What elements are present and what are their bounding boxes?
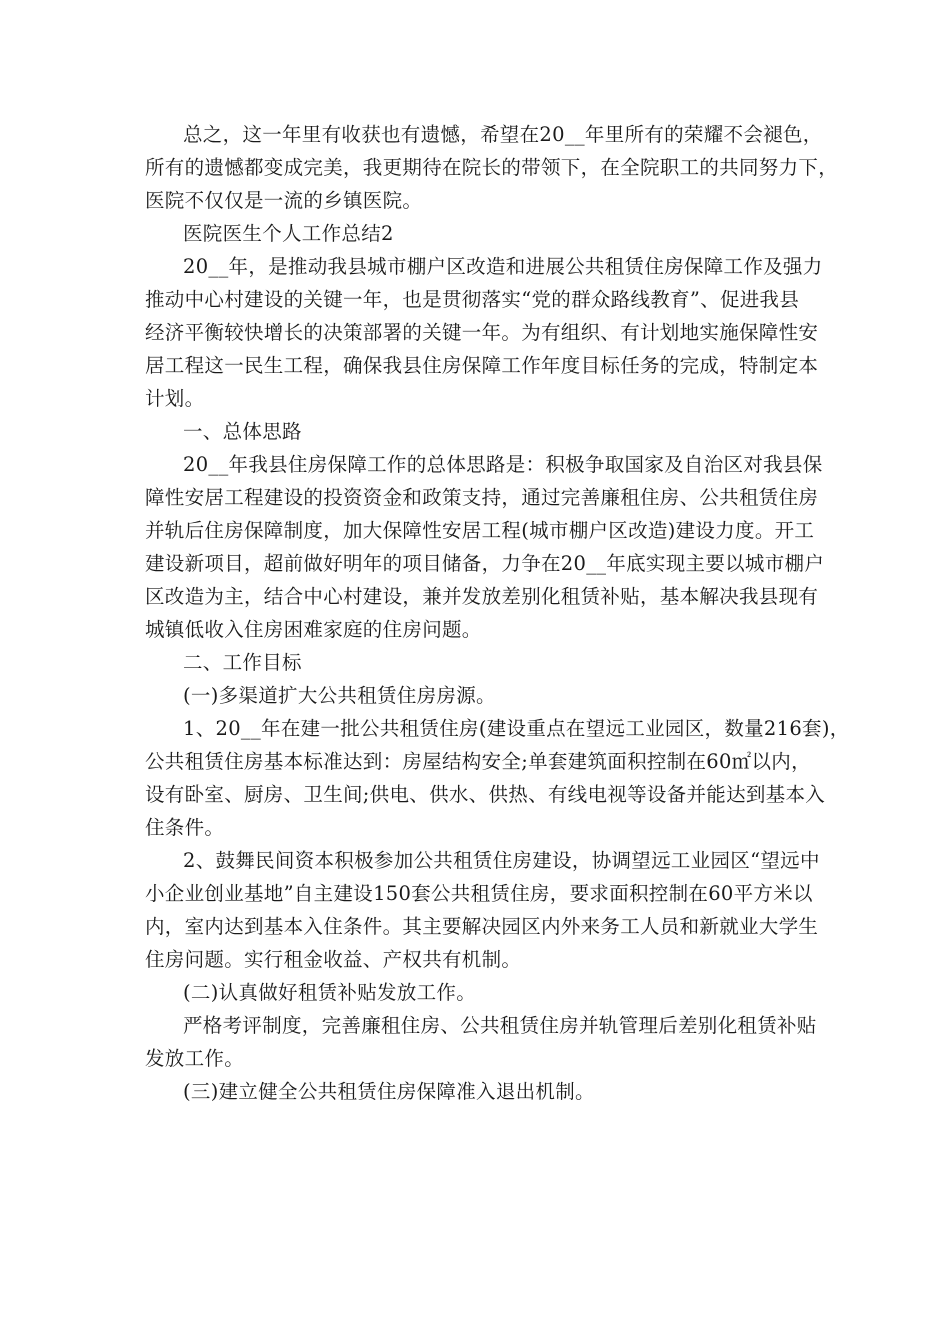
text-line: 居工程这一民生工程，确保我县住房保障工作年度目标任务的完成，特制定本 <box>145 354 819 377</box>
text-line: 严格考评制度，完善廉租住房、公共租赁住房并轨管理后差别化租赁补贴 <box>183 1014 817 1037</box>
text-line: 公共租赁住房基本标准达到：房屋结构安全;单套建筑面积控制在60㎡以内， <box>145 750 811 773</box>
document-body <box>145 118 850 1108</box>
text-line: (三)建立健全公共租赁住房保障准入退出机制。 <box>183 1080 595 1103</box>
text-line: 二、工作目标 <box>183 651 302 674</box>
text-line: 住条件。 <box>145 816 225 839</box>
text-line: (二)认真做好租赁补贴发放工作。 <box>183 981 477 1004</box>
text-line: 推动中心村建设的关键一年，也是贯彻落实“党的群众路线教育”、促进我县 <box>145 288 800 311</box>
text-line: (一)多渠道扩大公共租赁住房房源。 <box>183 684 496 707</box>
text-line: 医院不仅仅是一流的乡镇医院。 <box>145 189 423 212</box>
text-line: 2、鼓舞民间资本积极参加公共租赁住房建设，协调望远工业园区“望远中 <box>183 849 820 872</box>
text-line: 经济平衡较快增长的决策部署的关键一年。为有组织、有计划地实施保障性安 <box>145 321 819 344</box>
text-line: 20__年我县住房保障工作的总体思路是：积极争取国家及自治区对我县保 <box>183 453 823 476</box>
text-line: 1、20__年在建一批公共租赁住房(建设重点在望远工业园区，数量216套)， <box>183 717 850 740</box>
text-line: 建设新项目，超前做好明年的项目储备，力争在20__年底实现主要以城市棚户 <box>145 552 825 575</box>
text-line: 总之，这一年里有收获也有遗憾，希望在20__年里所有的荣耀不会褪色， <box>183 123 823 146</box>
text-line: 20__年，是推动我县城市棚户区改造和进展公共租赁住房保障工作及强力 <box>183 255 823 278</box>
text-line: 计划。 <box>145 387 205 410</box>
text-line: 设有卧室、厨房、卫生间;供电、供水、供热、有线电视等设备并能达到基本入 <box>145 783 826 806</box>
text-line: 医院医生个人工作总结2 <box>183 222 394 245</box>
text-line: 并轨后住房保障制度，加大保障性安居工程(城市棚户区改造)建设力度。开工 <box>145 519 815 542</box>
text-line: 城镇低收入住房困难家庭的住房问题。 <box>145 618 482 641</box>
text-line: 内，室内达到基本入住条件。其主要解决园区内外来务工人员和新就业大学生 <box>145 915 819 938</box>
text-line: 住房问题。实行租金收益、产权共有机制。 <box>145 948 522 971</box>
text-line: 一、总体思路 <box>183 420 302 443</box>
text-line: 发放工作。 <box>145 1047 245 1070</box>
text-line: 小企业创业基地”自主建设150套公共租赁住房，要求面积控制在60平方米以 <box>145 882 813 905</box>
text-line: 区改造为主，结合中心村建设，兼并发放差别化租赁补贴，基本解决我县现有 <box>145 585 819 608</box>
text-line: 所有的遗憾都变成完美，我更期待在院长的带领下，在全院职工的共同努力下， <box>145 156 839 179</box>
text-line: 障性安居工程建设的投资资金和政策支持，通过完善廉租住房、公共租赁住房 <box>145 486 819 509</box>
